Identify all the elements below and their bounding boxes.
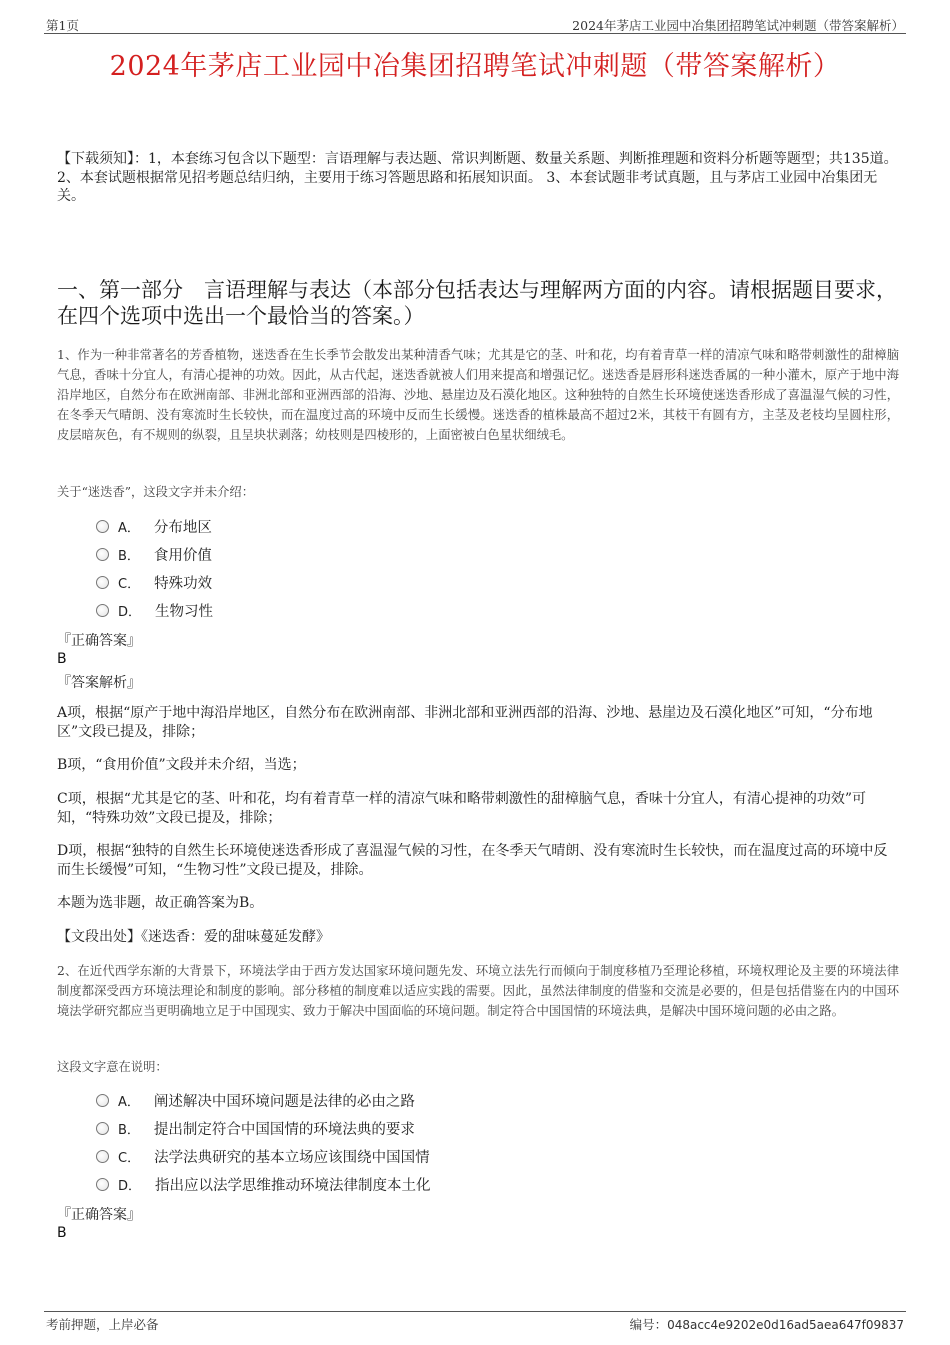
document-title: 2024年茅店工业园中冶集团招聘笔试冲刺题（带答案解析） xyxy=(109,51,841,82)
option-key: D． xyxy=(118,604,142,620)
footer-code xyxy=(630,1315,904,1333)
question-1-option-d[interactable] xyxy=(96,600,213,620)
radio-icon[interactable] xyxy=(96,1178,109,1191)
option-key: C． xyxy=(118,1150,141,1166)
section-heading: 一、第一部分 言语理解与表达（本部分包括表达与理解两方面的内容。请根据题目要求，在四个选项中选出一个最恰当的答案。） xyxy=(57,278,897,328)
question-1-analysis-label: 『答案解析』 xyxy=(57,675,141,691)
header-rule xyxy=(44,33,906,34)
footer-rule xyxy=(44,1311,906,1312)
question-1-answer-label: 『正确答案』 xyxy=(57,633,141,649)
analysis-conclusion: 本题为选非题，故正确答案为B。 xyxy=(57,895,264,911)
option-key: C． xyxy=(118,576,141,592)
radio-icon[interactable] xyxy=(96,548,109,561)
option-key: B． xyxy=(118,548,140,564)
analysis-item-d: D项，根据“独特的自然生长环境使迷迭香形成了喜温湿气候的习性，在冬季天气晴朗、没有寒流时生长较快，而在温度过高的环境中反而生长缓慢”可知，“生物习性”文段已提及，排除。 xyxy=(57,843,888,878)
option-text: 阐述解决中国环境问题是法律的必由之路 xyxy=(153,1093,415,1110)
page-number: 第1页 xyxy=(46,18,79,33)
radio-icon[interactable] xyxy=(96,520,109,533)
option-key: A． xyxy=(118,520,140,536)
question-2-option-b[interactable] xyxy=(96,1118,415,1138)
analysis-item-a: A项，根据“原产于地中海沿岸地区，自然分布在欧洲南部、非洲北部和亚洲西部的沿海、沙地、悬崖边及石漠化地区”可知，“分布地区”文段已提及，排除； xyxy=(57,705,873,740)
analysis-item-c: C项，根据“尤其是它的茎、叶和花，均有着青草一样的清凉气味和略带刺激性的甜樟脑气息，香味十分宜人，有清心提神的功效”可知，“特殊功效”文段已提及，排除； xyxy=(57,791,867,826)
question-1-option-a[interactable] xyxy=(96,516,212,536)
question-1-option-b[interactable] xyxy=(96,544,212,564)
option-key: B． xyxy=(118,1122,140,1138)
question-2-prompt: 这段文字意在说明： xyxy=(57,1060,168,1074)
question-2-option-d[interactable] xyxy=(96,1174,431,1194)
radio-icon[interactable] xyxy=(96,1094,109,1107)
question-2-passage: 2、在近代西学东渐的大背景下，环境法学由于西方发达国家环境问题先发、环境立法先行而倾向于制度移植乃至理论移植，环境权理论及主要的环境法律制度都深受西方环境法理论和制度的影响。部分移植的制度难以适应实践的需要。因此，虽然法律制度的借鉴和交流是必要的，但是包括借鉴在内的中国环境法学研究都应当更明确地立足于中国现实、致力于解决中国面临的环境问题。制定符合中国国情的环境法典，是解决中国环境问题的必由之路。 xyxy=(57,964,899,1018)
option-key: D． xyxy=(118,1178,142,1194)
question-2-option-c[interactable] xyxy=(96,1146,430,1166)
question-1-option-c[interactable] xyxy=(96,572,212,592)
option-text: 指出应以法学思维推动环境法律制度本土化 xyxy=(155,1177,431,1194)
option-text: 特殊功效 xyxy=(154,575,213,592)
option-text: 法学法典研究的基本立场应该围绕中国国情 xyxy=(154,1149,430,1166)
footer-code-value: 048acc4e9202e0d16ad5aea647f09837 xyxy=(667,1318,904,1332)
question-2-option-a[interactable] xyxy=(96,1090,415,1110)
option-text: 食用价值 xyxy=(153,547,212,564)
question-1-answer: B xyxy=(57,651,67,667)
option-text: 分布地区 xyxy=(153,519,212,536)
question-2-answer: B xyxy=(57,1225,67,1241)
question-2-answer-label: 『正确答案』 xyxy=(57,1207,141,1223)
radio-icon[interactable] xyxy=(96,604,109,617)
option-text: 生物习性 xyxy=(155,603,214,620)
download-notice: 【下载须知】：1，本套练习包含以下题型：言语理解与表达题、常识判断题、数量关系题、判断推理题和资料分析题等题型；共135道。 2、本套试题根据常见招考题总结归纳，主要用于练习答题思路和拓展知识面。 3、本套试题非考试真题，且与茅店工业园中冶集团无关。 xyxy=(57,151,898,204)
question-1-prompt: 关于“迷迭香”，这段文字并未介绍： xyxy=(57,485,255,499)
footer-code-label: 编号： xyxy=(629,1317,668,1332)
header-doc-title: 2024年茅店工业园中冶集团招聘笔试冲刺题（带答案解析） xyxy=(572,18,904,33)
radio-icon[interactable] xyxy=(96,1122,109,1135)
option-text: 提出制定符合中国国情的环境法典的要求 xyxy=(153,1121,415,1138)
radio-icon[interactable] xyxy=(96,1150,109,1163)
question-1-source: 【文段出处】《迷迭香：爱的甜味蔓延发酵》 xyxy=(57,929,330,945)
radio-icon[interactable] xyxy=(96,576,109,589)
footer-slogan: 考前押题，上岸必备 xyxy=(46,1317,159,1332)
question-1-passage: 1、作为一种非常著名的芳香植物，迷迭香在生长季节会散发出某种清香气味；尤其是它的茎、叶和花，均有着青草一样的清凉气味和略带刺激性的甜樟脑气息，香味十分宜人，有清心提神的功效。因此，从古代起，迷迭香就被人们用来提高和增强记忆。迷迭香是唇形科迷迭香属的一种小灌木，原产于地中海沿岸地区，自然分布在欧洲南部、非洲北部和亚洲西部的沿海、沙地、悬崖边及石漠化地区。这种独特的自然生长环境使迷迭香形成了喜温湿气候的习性，在冬季天气晴朗、没有寒流时生长较快，而在温度过高的环境中反而生长缓慢。迷迭香的植株最高不超过2米，其枝干有圆有方，主茎及老枝均呈圆柱形，皮层暗灰色，有不规则的纵裂，且呈块状剥落；幼枝则是四棱形的，上面密被白色星状细绒毛。 xyxy=(57,348,899,442)
option-key: A． xyxy=(118,1094,140,1110)
analysis-item-b: B项，“食用价值”文段并未介绍，当选； xyxy=(57,757,306,773)
